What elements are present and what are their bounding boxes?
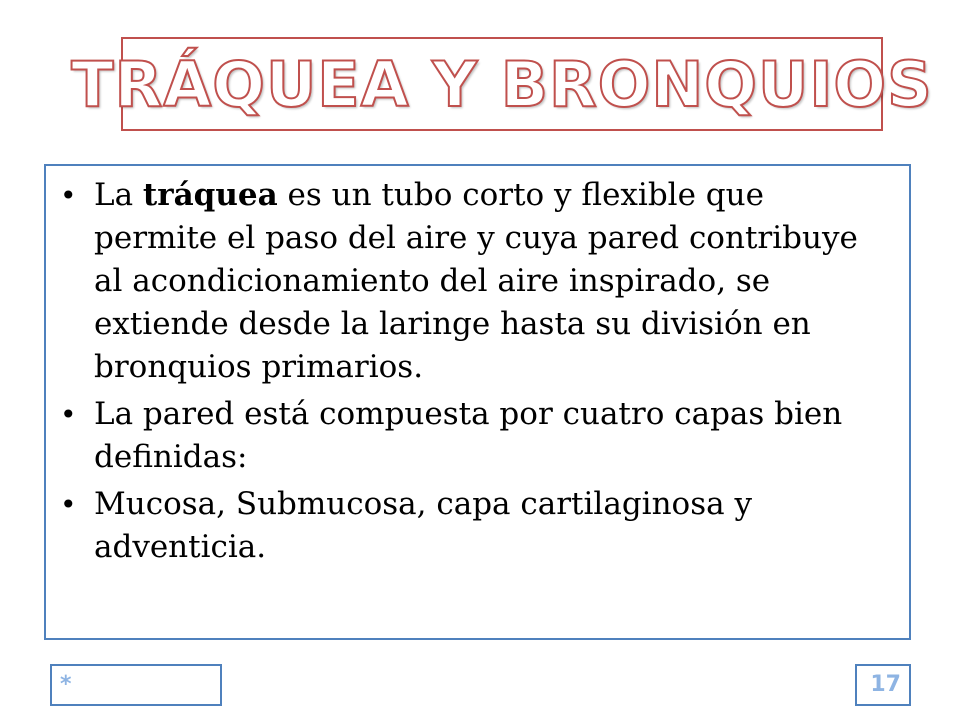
bullet-text: Mucosa, Submucosa, capa cartilaginosa y adventicia.	[94, 486, 752, 565]
footer-asterisk: *	[60, 672, 72, 697]
bullet-text: La pared está compuesta por cuatro capas bien definidas:	[94, 396, 843, 475]
content-box	[44, 164, 911, 640]
bullet-text: es un tubo corto y flexible que permite el paso del aire y cuya pared contribuye al acondicionamiento del aire inspirado, se extiende desde la laringe hasta su división en bronquios primarios.	[94, 177, 858, 385]
bullet-bold-term: tráquea	[142, 177, 278, 213]
bullet-item	[60, 483, 895, 569]
bullet-item	[60, 174, 895, 389]
title-box	[71, 37, 933, 131]
bullet-list	[60, 174, 895, 569]
page-number-box	[855, 664, 911, 706]
bullet-item	[60, 393, 895, 479]
bullet-icon: •	[60, 179, 77, 212]
bullet-icon: •	[60, 488, 77, 521]
bullet-text: La	[94, 177, 143, 213]
bullet-icon: •	[60, 398, 77, 431]
footer-left-box	[50, 664, 222, 706]
page-number: 17	[870, 672, 901, 697]
slide-title: TRÁQUEA Y BRONQUIOS	[71, 47, 933, 121]
